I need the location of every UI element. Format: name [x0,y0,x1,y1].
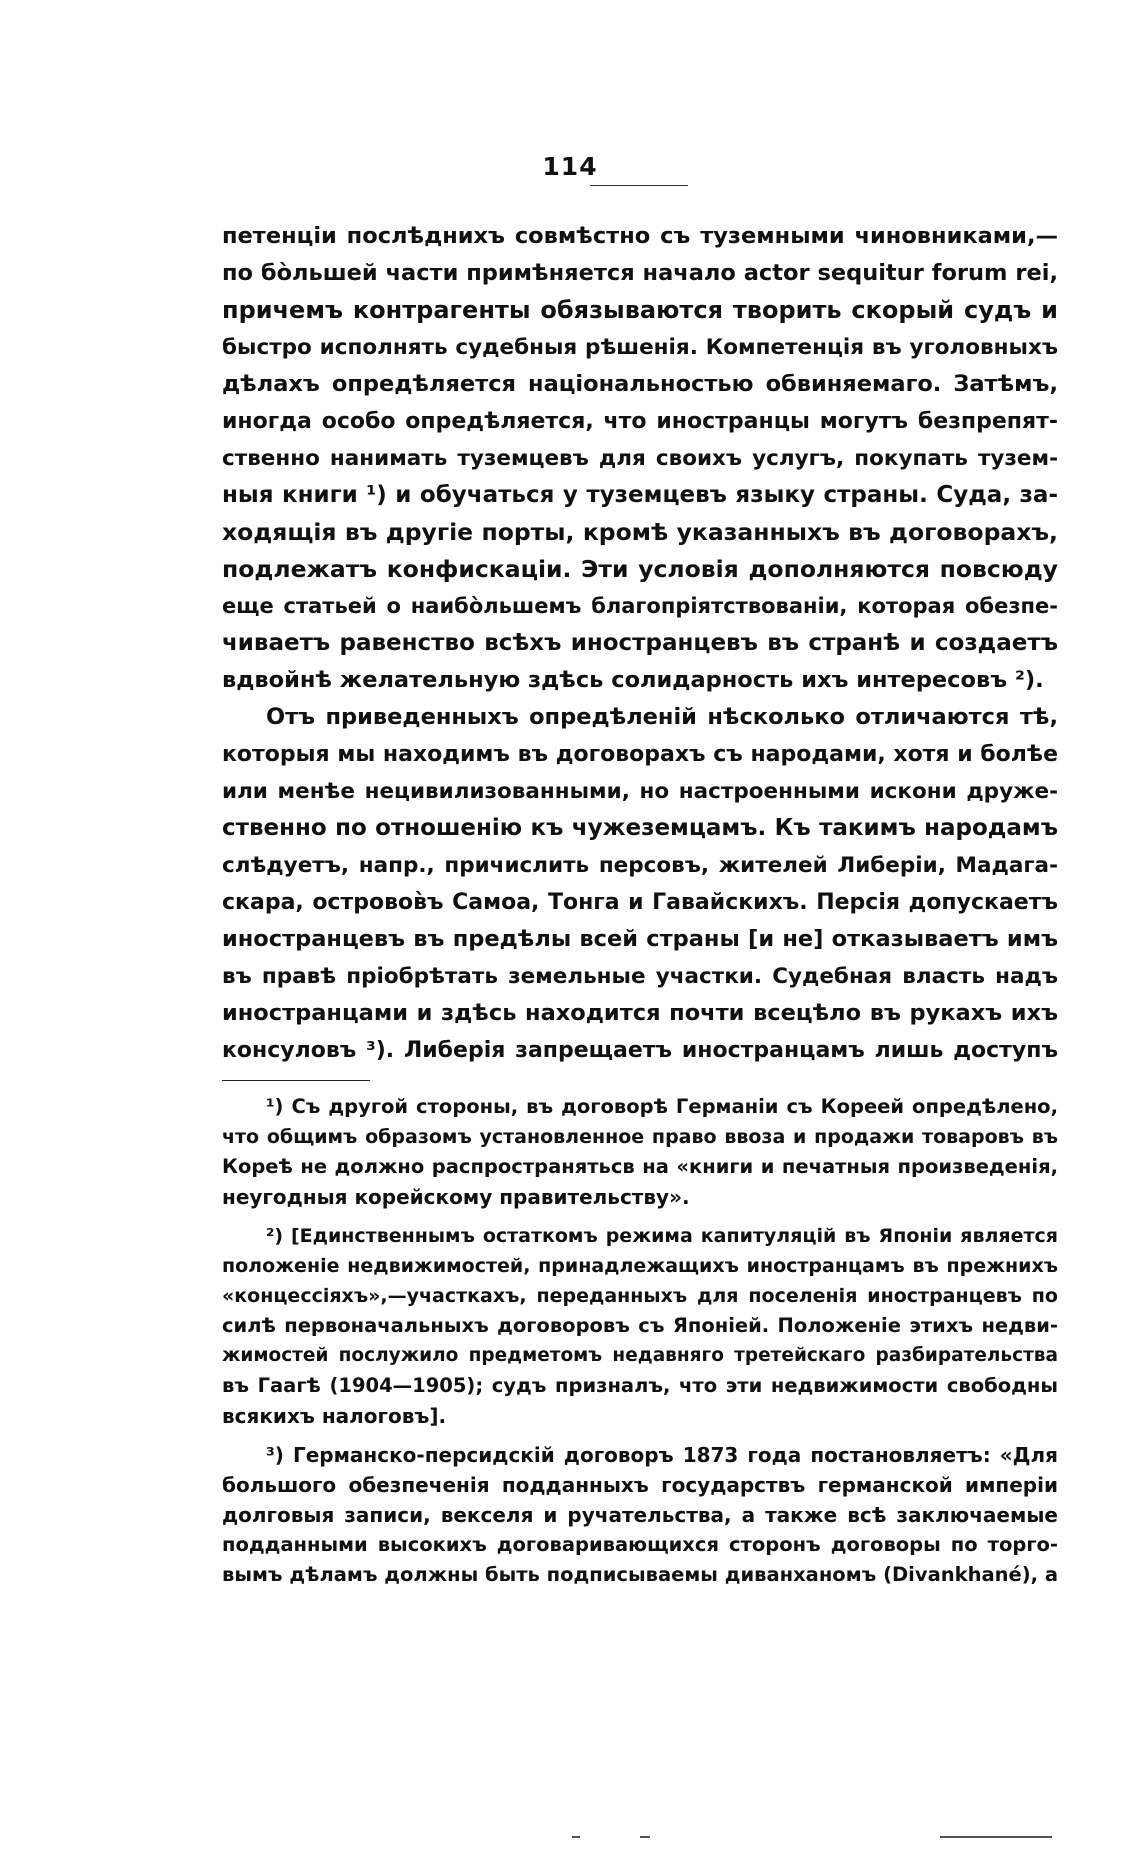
footnote-line: въ Гаагѣ (1904—1905); судъ призналъ, что эти недвижимости свободны [222,1374,1058,1397]
text-line: Отъ приведенныхъ опредѣленій нѣсколько отличаются тѣ, [266,704,1058,730]
text-line: иностранцевъ въ предѣлы всей страны [и не] отказываетъ имъ [222,926,1058,952]
text-line: еще статьей о наибо̀льшемъ благопріятствованіи, которая обезпе- [222,594,1058,618]
text-line: ныя книги ¹) и обучаться у туземцевъ языку страны. Суда, за- [222,482,1058,508]
footnote-line: жимостей послужило предметомъ недавняго третейскаго разбирательства [222,1345,1058,1366]
main-text [222,218,1058,1069]
text-line: слѣдуетъ, напр., причислить персовъ, жителей Либеріи, Мадага- [222,853,1058,878]
text-line: чиваетъ равенство всѣхъ иностранцевъ въ странѣ и создаетъ [222,630,1058,656]
footnote-3 [222,1440,1058,1590]
text-line: быстро исполнять судебныя рѣшенія. Компетенція въ уголовныхъ [222,335,1058,360]
footnote-line: что общимъ образомъ установленное право ввоза и продажи товаровъ въ [222,1126,1058,1148]
text-line: скара, островов̀ъ Самоа, Тонга и Гавайскихъ. Персія допускаетъ [222,890,1058,915]
footnote-line: неугодныя корейскому правительству». [222,1185,690,1209]
footnote-line: «концессіяхъ»,—участкахъ, переданныхъ для поселенія иностранцевъ по [222,1285,1058,1307]
page-number-rule [590,185,688,186]
footnote-line: долговыя записи, векселя и ручательства, а также всѣ заключаемые [222,1503,1058,1527]
scan-speck [572,1836,580,1838]
text-line: консуловъ ³). Либерія запрещаетъ иностранцамъ лишь доступъ [222,1038,1058,1063]
footnote-line: силѣ первоначальныхъ договоровъ съ Японіей. Положеніе этихъ недви- [222,1314,1058,1337]
text-line: подлежатъ конфискаціи. Эти условія дополняются повсюду [222,555,1058,583]
footnote-line: ²) [Единственнымъ остаткомъ режима капитуляцій въ Японіи является [266,1225,1058,1247]
footnote-line: ³) Германско-персидскій договоръ 1873 года постановляетъ: «Для [266,1443,1058,1467]
footnote-separator [222,1080,370,1081]
footnote-2 [222,1221,1058,1431]
footnote-1 [222,1092,1058,1212]
footnote-line: Кореѣ не должно распространятьсв на «книги и печатныя произведенія, [222,1155,1058,1178]
text-line: петенціи послѣднихъ совмѣстно съ туземными чиновниками,— [222,223,1058,249]
text-line: ственно нанимать туземцевъ для своихъ услугъ, покупать тузем- [222,446,1058,471]
text-line: вдвойнѣ желательную здѣсь солидарность ихъ интересовъ ²). [222,667,1044,693]
text-line: ственно по отношенію къ чужеземцамъ. Къ такимъ народамъ [222,815,1058,841]
footnote-line: всякихъ налоговъ]. [222,1404,447,1428]
page-number: 114 [542,152,598,181]
footnote-line: подданными высокихъ договаривающихся сторонъ договоры по торго- [222,1533,1058,1556]
text-line: по бо̀льшей части примѣняется начало actor sequitur forum rei, [222,260,1058,286]
footnote-line: большого обезпеченія подданныхъ государствъ германской имперіи [222,1473,1058,1497]
text-line: дѣлахъ опредѣляется національностью обвиняемаго. Затѣмъ, [222,371,1058,397]
text-line: или менѣе нецивилизованными, но настроенными искони друже- [222,779,1058,804]
footnotes [222,1092,1058,1590]
text-line: иностранцами и здѣсь находится почти всецѣло въ рукахъ ихъ [222,1000,1058,1026]
text-line: иногда особо опредѣляется, что иностранцы могутъ безпрепят- [222,409,1058,434]
text-line: которыя мы находимъ въ договорахъ съ народами, хотя и болѣе [222,742,1058,767]
scan-speck [940,1836,1052,1838]
scan-speck [640,1836,650,1838]
text-line: ходящія въ другіе порты, кромѣ указанныхъ въ договорахъ, [222,518,1058,546]
footnote-line: ¹) Съ другой стороны, въ договорѣ Германіи съ Кореей опредѣлено, [266,1095,1058,1118]
footnote-line: положеніе недвижимостей, принадлежащихъ иностранцамъ въ прежнихъ [222,1255,1058,1277]
text-line: въ правѣ пріобрѣтать земельные участки. Судебная власть надъ [222,964,1058,989]
text-line: причемъ контрагенты обязываются творить скорый судъ и [222,296,1058,324]
footnote-line: вымъ дѣламъ должны быть подписываемы диванханомъ (Divankhané), а [222,1563,1058,1586]
